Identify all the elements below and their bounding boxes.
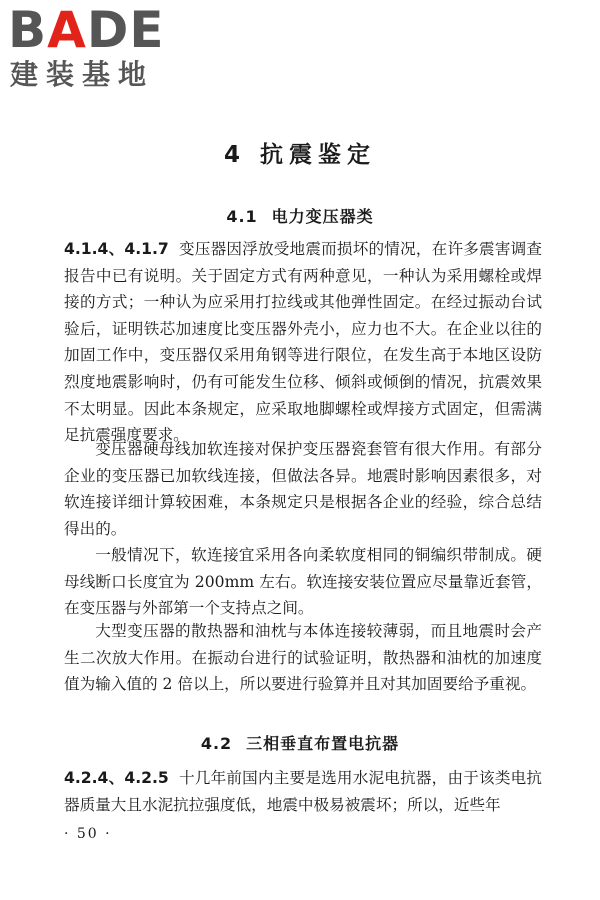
paragraph-copper-braid: 一般情况下，软连接宜采用各向柔软度相同的铜编织带制成。硬母线断口长度宜为 200mm 左右。软连接安装位置应尽量靠近套管，在变压器与外部第一个支持点之间。 xyxy=(64,546,542,618)
clause-number: 4.1.4、4.1.7 xyxy=(64,240,169,258)
section-title-text: 电力变压器类 xyxy=(271,207,374,226)
logo-accent-letter: A xyxy=(47,1,87,59)
section-number: 4.1 xyxy=(226,207,258,226)
clause-number: 4.2.4、4.2.5 xyxy=(64,769,169,787)
paragraph-soft-connection: 变压器硬母线加软连接对保护变压器瓷套管有很大作用。有部分企业的变压器已加软线连接，但做法各异。地震时影响因素很多，对软连接详细计算较困难，本条规定只是根据各企业的经验，综合总结得出的。 xyxy=(64,440,542,538)
page-number: · 50 · xyxy=(64,826,112,842)
paragraph-radiator: 大型变压器的散热器和油枕与本体连接较薄弱，而且地震时会产生二次放大作用。在振动台进行的试验证明，散热器和油枕的加速度值为输入值的 2 倍以上，所以要进行验算并且对其加固要给予重视。 xyxy=(64,622,542,694)
paragraph-text: 变压器因浮放受地震而损坏的情况，在许多震害调查报告中已有说明。关于固定方式有两种意见，一种认为采用螺栓或焊接的方式；一种认为应采用打拉线或其他弹性固定。在经过振动台试验后，证明铁芯加速度比变压器外壳小，应力也不大。在企业以往的加固工作中，变压器仅采用角钢等进行限位，在发生高于本地区设防烈度地震影响时，仍有可能发生位移、倾斜或倾倒的情况，抗震效果不太明显。因此本条规定，应采取地脚螺栓或焊接方式固定，但需满足抗震强度要求。 xyxy=(64,240,542,445)
section-heading-4-1 xyxy=(0,204,600,227)
watermark-logo xyxy=(8,2,178,92)
section-number: 4.2 xyxy=(200,734,233,753)
section-heading-4-2 xyxy=(0,731,600,754)
paragraph-clause-4-1-4 xyxy=(64,236,542,449)
chapter-title: 4 抗震鉴定 xyxy=(223,142,376,168)
logo-subtitle: 建装基地 xyxy=(10,58,155,91)
paragraph-clause-4-2-4 xyxy=(64,765,542,818)
logo-brand-text: BADE xyxy=(8,1,165,59)
section-title-text: 三相垂直布置电抗器 xyxy=(246,734,400,753)
paragraph-text: 十几年前国内主要是选用水泥电抗器，由于该类电抗器质量大且水泥抗拉强度低，地震中极易被震坏；所以，近些年 xyxy=(64,769,542,814)
